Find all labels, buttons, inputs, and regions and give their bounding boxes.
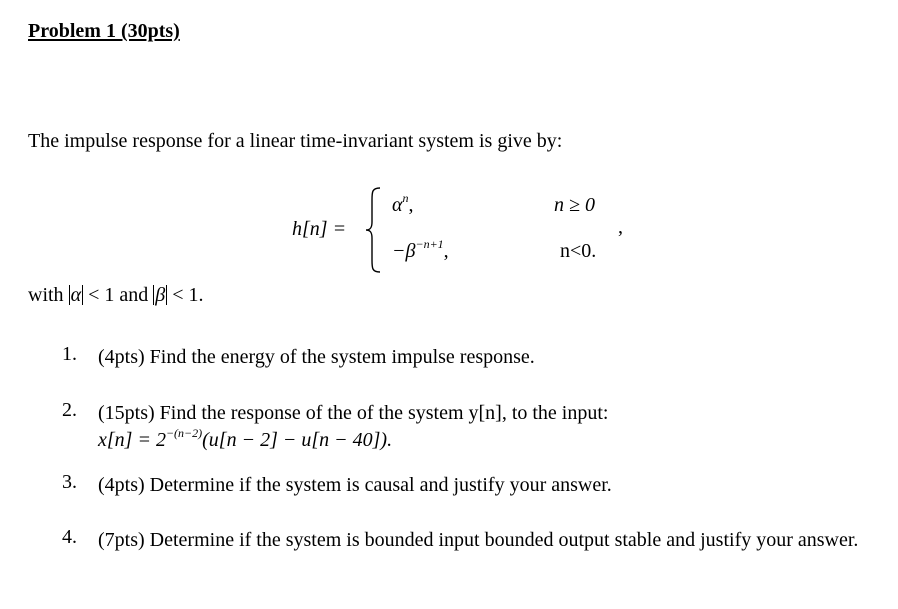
problem-title: Problem 1 (30pts) (28, 20, 180, 42)
item-number: 3. (62, 471, 77, 493)
item-text: (4pts) Determine if the system is causal and justify your answer. (98, 474, 612, 496)
item-text: (15pts) Find the response of the of the system y[n], to the input: (98, 402, 609, 424)
item-text: (4pts) Find the energy of the system impulse response. (98, 346, 535, 368)
constraint-line: with α < 1 and β < 1. (28, 284, 204, 306)
case2-expression: $-\beta^{-n+1}$, (392, 237, 449, 262)
case2-condition: n<0. (560, 240, 597, 262)
impulse-response-equation (292, 180, 642, 280)
item-number: 1. (62, 343, 77, 365)
left-brace-icon (364, 186, 382, 274)
equation-trailing-comma: , (618, 216, 623, 238)
intro-text: The impulse response for a linear time-invariant system is give by: (28, 130, 563, 152)
case1-expression: $\alpha^n$, (392, 191, 414, 216)
case1-condition: n ≥ 0 (554, 194, 595, 216)
item-text: (7pts) Determine if the system is bounded input bounded output stable and justify your answer. (98, 529, 859, 551)
item-number: 4. (62, 526, 77, 548)
item-number: 2. (62, 399, 77, 421)
input-signal-equation: $x[n] = 2^{-(n-2)}(u[n - 2] - u[n - 40])$. (98, 426, 393, 451)
abs-alpha: α (70, 284, 82, 306)
abs-beta: β (155, 284, 166, 306)
equation-lhs: h[n] = (292, 218, 347, 240)
